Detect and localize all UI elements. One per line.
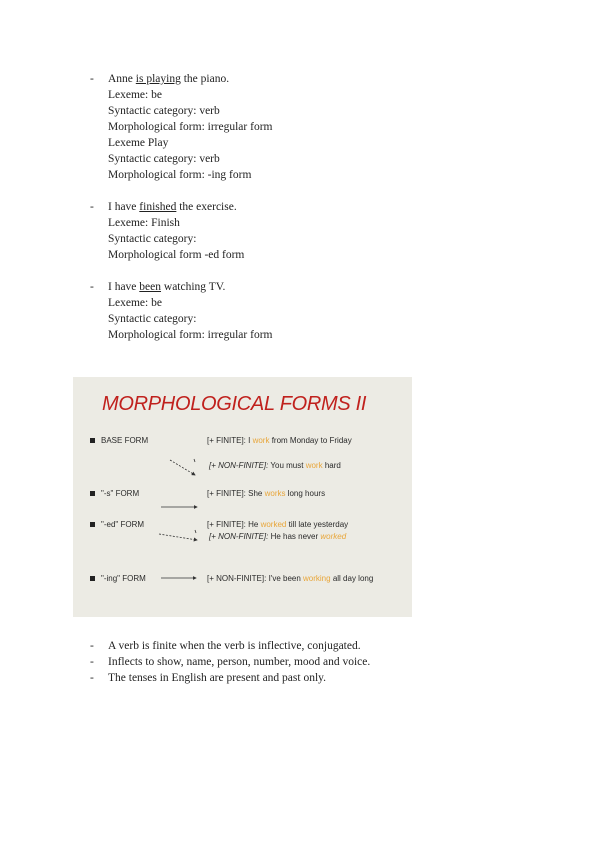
analysis-line: Syntactic category: verb: [108, 153, 220, 165]
note-item: - Inflects to show, name, person, number, mood and voice.: [90, 656, 371, 668]
ed-nonfinite-example: [+ NON-FINITE]: He has never worked: [209, 532, 347, 541]
analysis-line: Syntactic category:: [108, 233, 197, 245]
ing-nonfinite-example: [+ NON-FINITE]: I've been working all day long: [207, 574, 374, 583]
analysis-line: Morphological form: irregular form: [108, 329, 273, 341]
arrow-ed-to-nonfinite: [159, 534, 197, 540]
example-finished-exercise: [90, 199, 244, 263]
analysis-line: Morphological form: -ing form: [108, 169, 252, 181]
base-finite-example: [+ FINITE]: I work from Monday to Friday: [207, 436, 352, 445]
slide-title: MORPHOLOGICAL FORMS II: [102, 393, 367, 415]
finite-notes-list: [90, 638, 370, 686]
analysis-line: Syntactic category: verb: [108, 105, 220, 117]
bullet-square: [90, 576, 95, 581]
arrow-ed-tick: [195, 530, 196, 533]
ed-finite-example: [+ FINITE]: He worked till late yesterday: [207, 520, 349, 529]
example-sentence: - Anne is playing the piano.: [90, 73, 230, 85]
bullet-square: [90, 522, 95, 527]
analysis-line: Lexeme: be: [108, 89, 162, 101]
bullet-square: [90, 438, 95, 443]
underlined-verb: is playing: [135, 73, 181, 85]
analysis-line: Lexeme: be: [108, 297, 162, 309]
note-item: - The tenses in English are present and past only.: [90, 672, 327, 684]
analysis-line: Morphological form -ed form: [108, 249, 245, 261]
analysis-line: Lexeme: Finish: [108, 217, 180, 229]
example-anne-piano: [90, 71, 272, 183]
label-ed-form: "-ed" FORM: [101, 520, 145, 529]
label-base-form: BASE FORM: [101, 436, 149, 445]
underlined-verb: finished: [139, 201, 177, 213]
example-sentence: - I have been watching TV.: [90, 281, 226, 293]
label-ing-form: "-ing" FORM: [101, 574, 146, 583]
label-s-form: "-s" FORM: [101, 489, 140, 498]
underlined-verb: been: [139, 281, 162, 293]
bullet-square: [90, 491, 95, 496]
analysis-line: Lexeme Play: [108, 137, 169, 149]
arrow-base-to-nonfinite-tick: [194, 459, 195, 462]
analysis-line: Syntactic category:: [108, 313, 197, 325]
example-been-watching: [90, 279, 272, 343]
analysis-line: Morphological form: irregular form: [108, 121, 273, 133]
s-finite-example: [+ FINITE]: She works long hours: [207, 489, 326, 498]
base-nonfinite-example: [+ NON-FINITE]: You must work hard: [209, 461, 341, 470]
morphological-forms-slide: [73, 377, 412, 617]
arrow-base-to-nonfinite: [170, 460, 195, 475]
example-sentence: - I have finished the exercise.: [90, 201, 237, 213]
note-item: - A verb is finite when the verb is inflective, conjugated.: [90, 640, 361, 652]
